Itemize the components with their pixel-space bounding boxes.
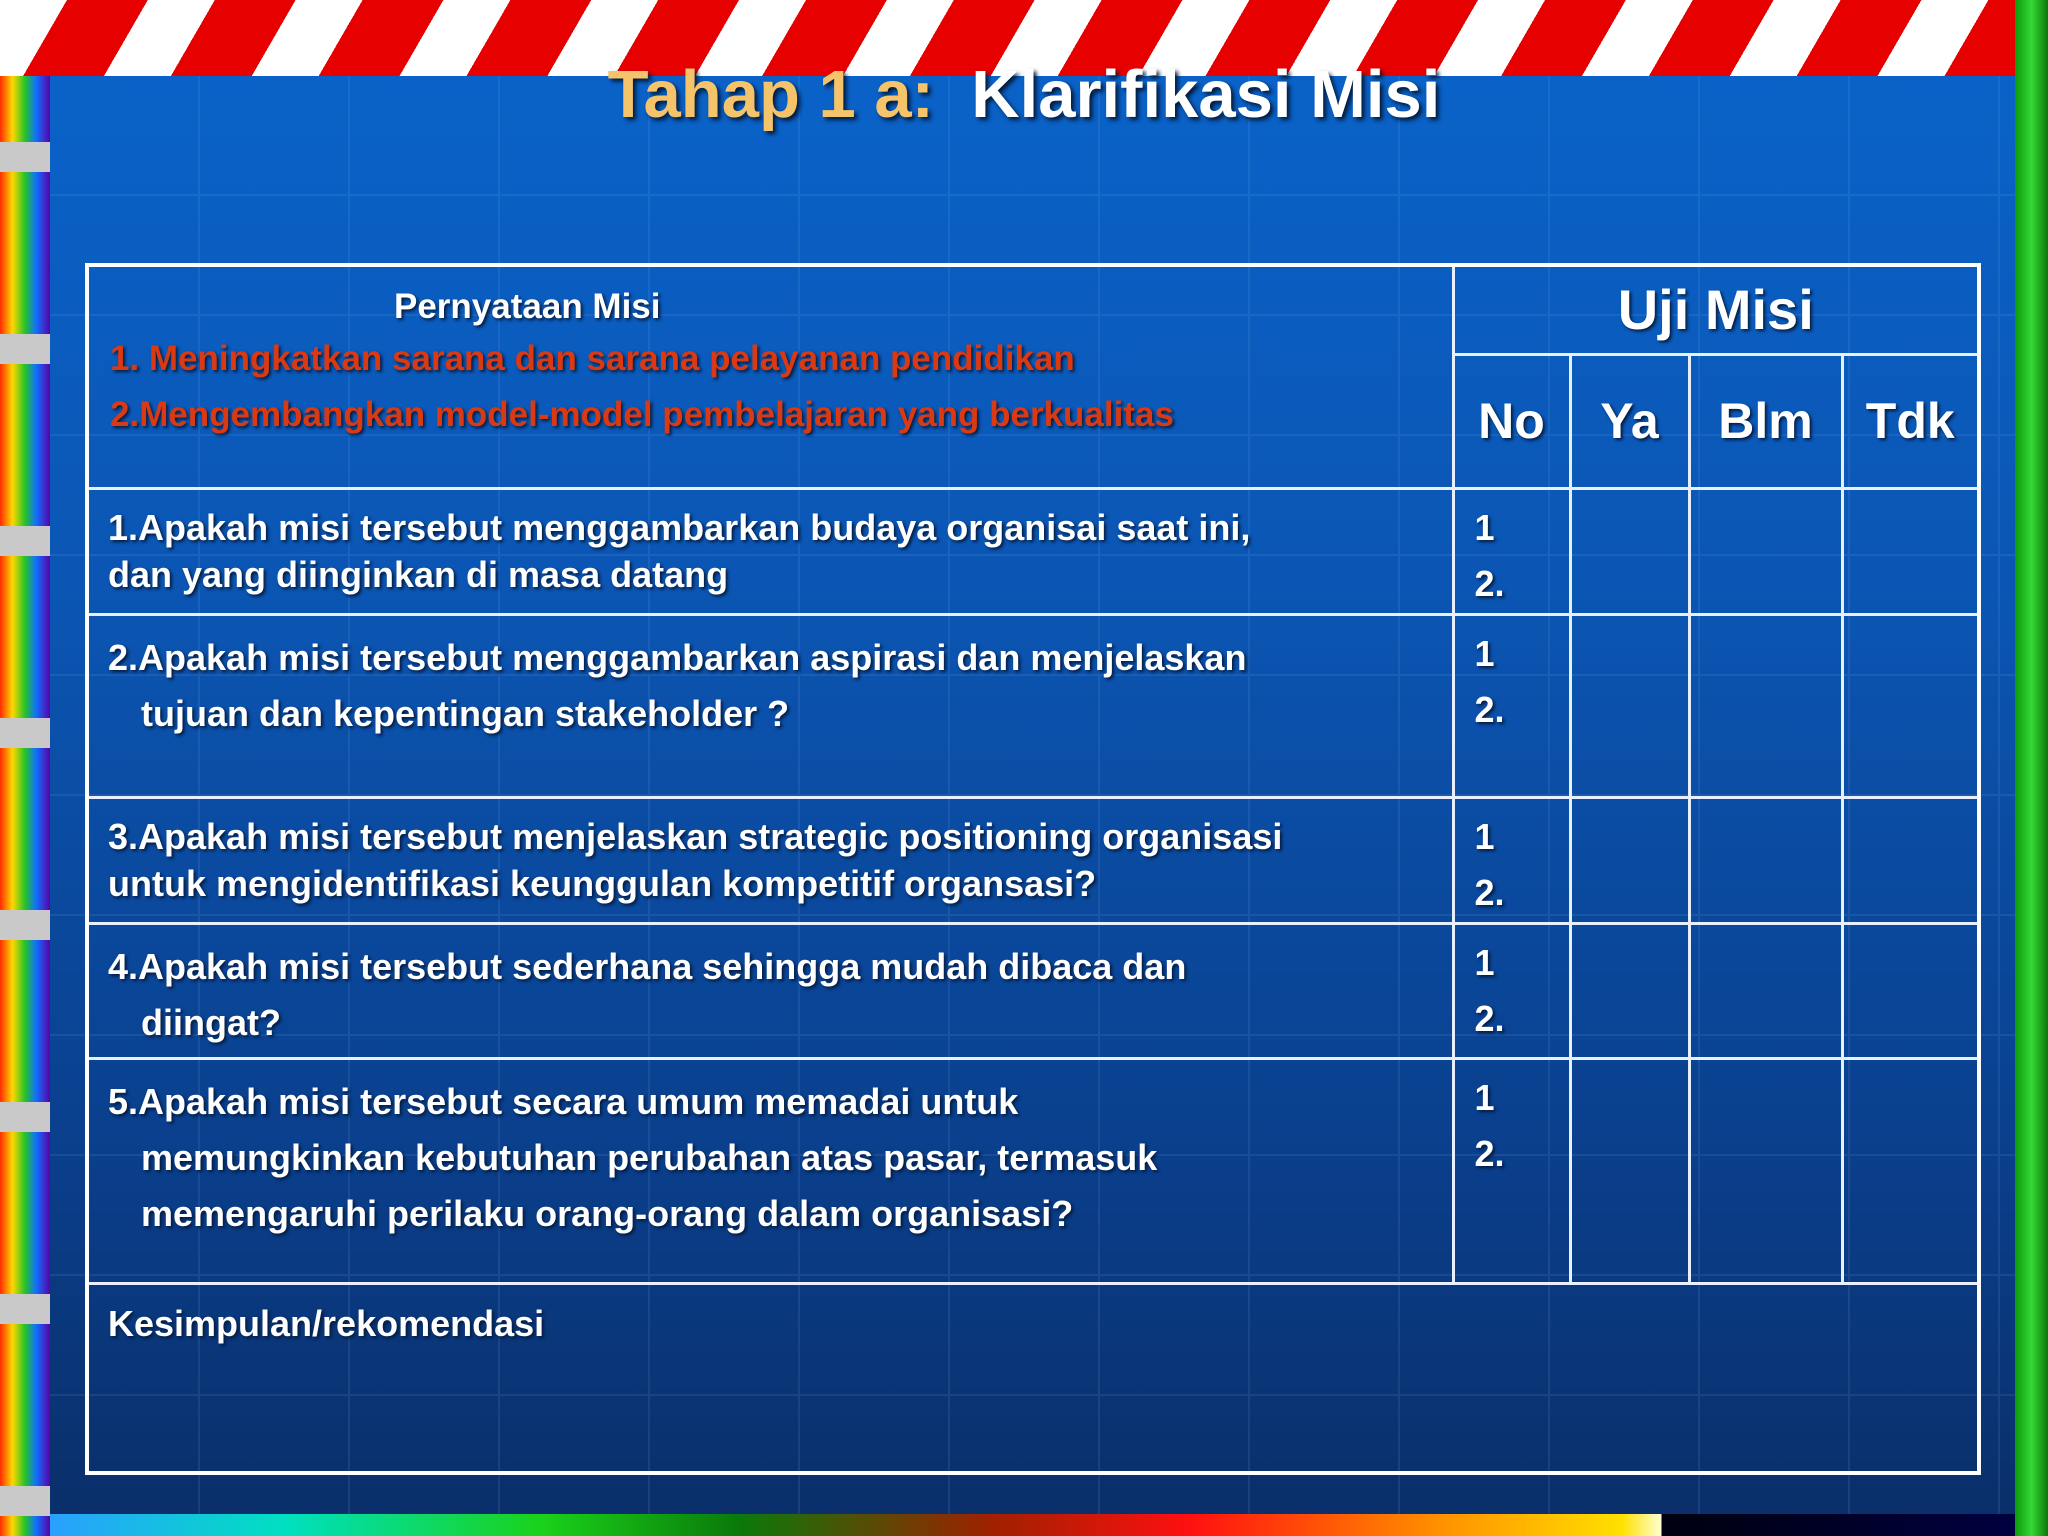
table-row bbox=[87, 923, 1979, 1058]
answer-tdk-cell[interactable] bbox=[1842, 923, 1979, 1058]
number-label: 2. bbox=[1474, 871, 1505, 913]
decorative-bottom-bar bbox=[50, 1514, 2015, 1536]
answer-ya-cell[interactable] bbox=[1570, 488, 1689, 614]
decorative-left-bar bbox=[0, 76, 50, 1536]
mission-statement-1: 1. Meningkatkan sarana dan sarana pelayanan pendidikan bbox=[110, 339, 1075, 378]
conclusion-cell[interactable] bbox=[87, 1283, 1979, 1473]
column-header-tdk: Tdk bbox=[1842, 354, 1979, 488]
number-cell bbox=[1453, 614, 1570, 797]
number-label: 2. bbox=[1474, 1132, 1505, 1174]
question-line: 3.Apakah misi tersebut menjelaskan strategic positioning organisasi bbox=[108, 815, 1283, 857]
question-cell bbox=[87, 614, 1453, 797]
title-part-1: Tahap 1 a: bbox=[607, 57, 934, 132]
question-line: dan yang diinginkan di masa datang bbox=[108, 553, 729, 595]
number-label: 1 bbox=[1474, 941, 1495, 983]
number-label: 1 bbox=[1474, 1076, 1495, 1118]
mission-test-table bbox=[85, 263, 1981, 1475]
mission-statement-cell bbox=[87, 265, 1453, 488]
answer-tdk-cell[interactable] bbox=[1842, 614, 1979, 797]
answer-blm-cell[interactable] bbox=[1689, 1058, 1842, 1283]
question-cell bbox=[87, 488, 1453, 614]
number-label: 2. bbox=[1474, 997, 1505, 1039]
column-header-ya: Ya bbox=[1570, 354, 1689, 488]
answer-tdk-cell[interactable] bbox=[1842, 1058, 1979, 1283]
question-line: diingat? bbox=[141, 1001, 281, 1043]
question-line: 1.Apakah misi tersebut menggambarkan budaya organisai saat ini, bbox=[108, 506, 1251, 548]
decorative-right-bar bbox=[2015, 0, 2048, 1536]
answer-ya-cell[interactable] bbox=[1570, 797, 1689, 923]
conclusion-label: Kesimpulan/rekomendasi bbox=[108, 1302, 545, 1344]
answer-blm-cell[interactable] bbox=[1689, 488, 1842, 614]
number-label: 2. bbox=[1474, 688, 1505, 730]
answer-tdk-cell[interactable] bbox=[1842, 488, 1979, 614]
number-label: 1 bbox=[1474, 632, 1495, 674]
question-line: tujuan dan kepentingan stakeholder ? bbox=[141, 692, 790, 734]
number-cell bbox=[1453, 797, 1570, 923]
number-label: 2. bbox=[1474, 562, 1505, 604]
mission-statement-title: Pernyataan Misi bbox=[394, 287, 661, 326]
column-header-blm: Blm bbox=[1689, 354, 1842, 488]
question-line: 2.Apakah misi tersebut menggambarkan aspirasi dan menjelaskan bbox=[108, 636, 1247, 678]
conclusion-row bbox=[87, 1283, 1979, 1473]
answer-ya-cell[interactable] bbox=[1570, 1058, 1689, 1283]
number-label: 1 bbox=[1474, 506, 1495, 548]
answer-blm-cell[interactable] bbox=[1689, 614, 1842, 797]
question-line: memengaruhi perilaku orang-orang dalam organisasi? bbox=[141, 1192, 1074, 1234]
table-row bbox=[87, 797, 1979, 923]
question-line: untuk mengidentifikasi keunggulan kompetitif organsasi? bbox=[108, 862, 1097, 904]
number-label: 1 bbox=[1474, 815, 1495, 857]
mission-statement-2: 2.Mengembangkan model-model pembelajaran yang berkualitas bbox=[110, 395, 1174, 434]
number-cell bbox=[1453, 923, 1570, 1058]
question-line: 5.Apakah misi tersebut secara umum memadai untuk bbox=[108, 1080, 1019, 1122]
question-cell bbox=[87, 1058, 1453, 1283]
question-line: memungkinkan kebutuhan perubahan atas pasar, termasuk bbox=[141, 1136, 1158, 1178]
question-line: 4.Apakah misi tersebut sederhana sehingga mudah dibaca dan bbox=[108, 945, 1187, 987]
answer-ya-cell[interactable] bbox=[1570, 923, 1689, 1058]
number-cell bbox=[1453, 488, 1570, 614]
question-cell bbox=[87, 923, 1453, 1058]
table-row bbox=[87, 488, 1979, 614]
answer-blm-cell[interactable] bbox=[1689, 797, 1842, 923]
slide-title bbox=[0, 56, 2048, 133]
table-row bbox=[87, 1058, 1979, 1283]
column-header-no: No bbox=[1453, 354, 1570, 488]
answer-ya-cell[interactable] bbox=[1570, 614, 1689, 797]
number-cell bbox=[1453, 1058, 1570, 1283]
answer-tdk-cell[interactable] bbox=[1842, 797, 1979, 923]
table-row bbox=[87, 614, 1979, 797]
title-part-2: Klarifikasi Misi bbox=[971, 57, 1441, 132]
mission-test-header: Uji Misi bbox=[1453, 265, 1979, 354]
answer-blm-cell[interactable] bbox=[1689, 923, 1842, 1058]
question-cell bbox=[87, 797, 1453, 923]
